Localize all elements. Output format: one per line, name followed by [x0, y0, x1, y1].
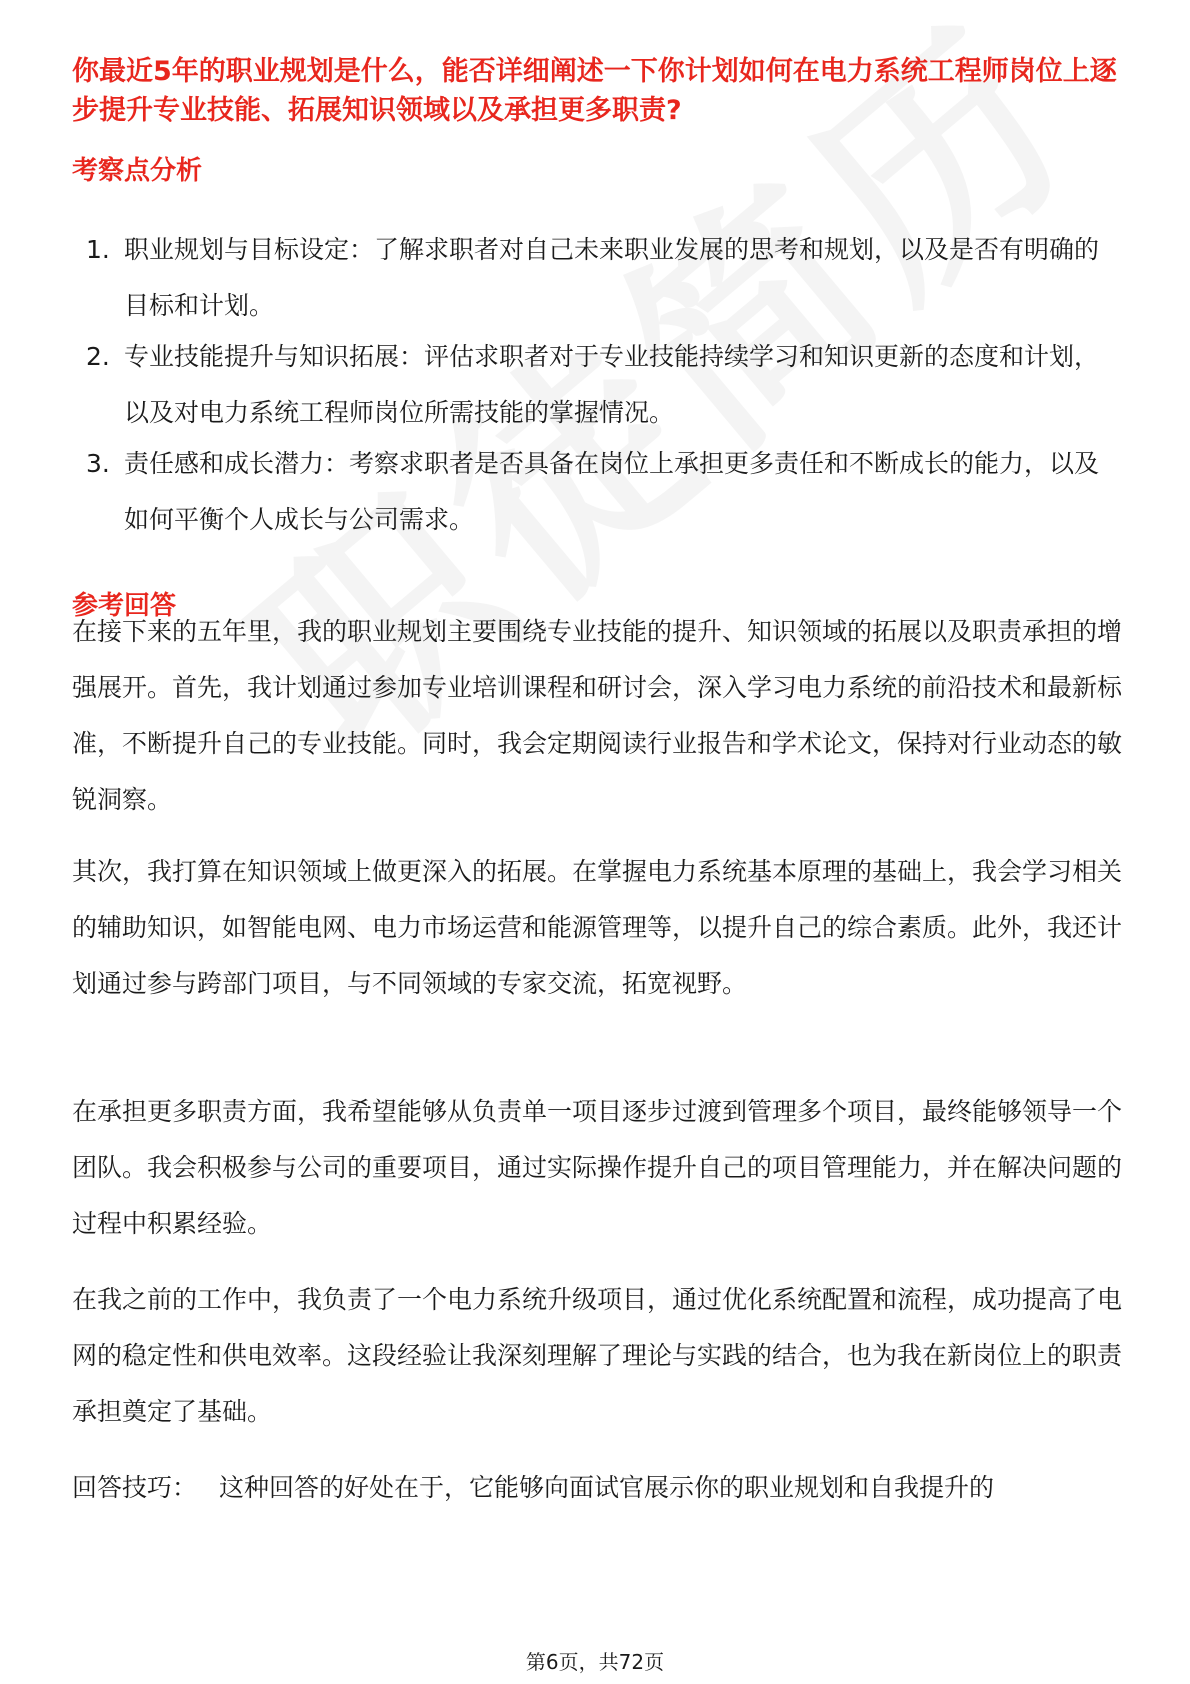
answer-paragraph: 在我之前的工作中，我负责了一个电力系统升级项目，通过优化系统配置和流程，成功提高了电网的稳定性和供电效率。这段经验让我深刻理解了理论与实践的结合，也为我在新岗位上的职责承担奠定了基础。 [72, 1285, 1123, 1426]
answer-paragraph: 其次，我打算在知识领域上做更深入的拓展。在掌握电力系统基本原理的基础上，我会学习相关的辅助知识，如智能电网、电力市场运营和能源管理等，以提升自己的综合素质。此外，我还计划通过参与跨部门项目，与不同领域的专家交流，拓宽视野。 [72, 857, 1123, 998]
list-item-number: 1. [86, 235, 110, 264]
page-number: 第6页，共72页 [525, 1650, 665, 1674]
list-item-text: 专业技能提升与知识拓展：评估求职者对于专业技能持续学习和知识更新的态度和计划，以及对电力系统工程师岗位所需技能的掌握情况。 [124, 342, 1100, 427]
list-item-text: 职业规划与目标设定：了解求职者对自己未来职业发展的思考和规划，以及是否有明确的目标和计划。 [124, 235, 1100, 320]
question-heading: 你最近5年的职业规划是什么，能否详细阐述一下你计划如何在电力系统工程师岗位上逐步提升专业技能、拓展知识领域以及承担更多职责? [72, 56, 1117, 126]
list-item-number: 2. [86, 342, 110, 371]
list-item-number: 3. [86, 449, 110, 478]
answer-paragraph: 在承担更多职责方面，我希望能够从负责单一项目逐步过渡到管理多个项目，最终能够领导一个团队。我会积极参与公司的重要项目，通过实际操作提升自己的项目管理能力，并在解决问题的过程中积累经验。 [72, 1097, 1123, 1238]
tip-label: 回答技巧： [72, 1473, 198, 1502]
answer-paragraph: 在接下来的五年里，我的职业规划主要围绕专业技能的提升、知识领域的拓展以及职责承担的增强展开。首先，我计划通过参加专业培训课程和研讨会，深入学习电力系统的前沿技术和最新标准，不断提升自己的专业技能。同时，我会定期阅读行业报告和学术论文，保持对行业动态的敏锐洞察。 [72, 617, 1123, 814]
tip-text: 这种回答的好处在于，它能够向面试官展示你的职业规划和自我提升的 [219, 1473, 995, 1502]
analysis-section-title: 考察点分析 [72, 156, 203, 186]
answer-section-title: 参考回答 [72, 591, 177, 621]
list-item-text: 责任感和成长潜力：考察求职者是否具备在岗位上承担更多责任和不断成长的能力，以及如何平衡个人成长与公司需求。 [124, 449, 1100, 534]
answer-tip [72, 1460, 1132, 1516]
